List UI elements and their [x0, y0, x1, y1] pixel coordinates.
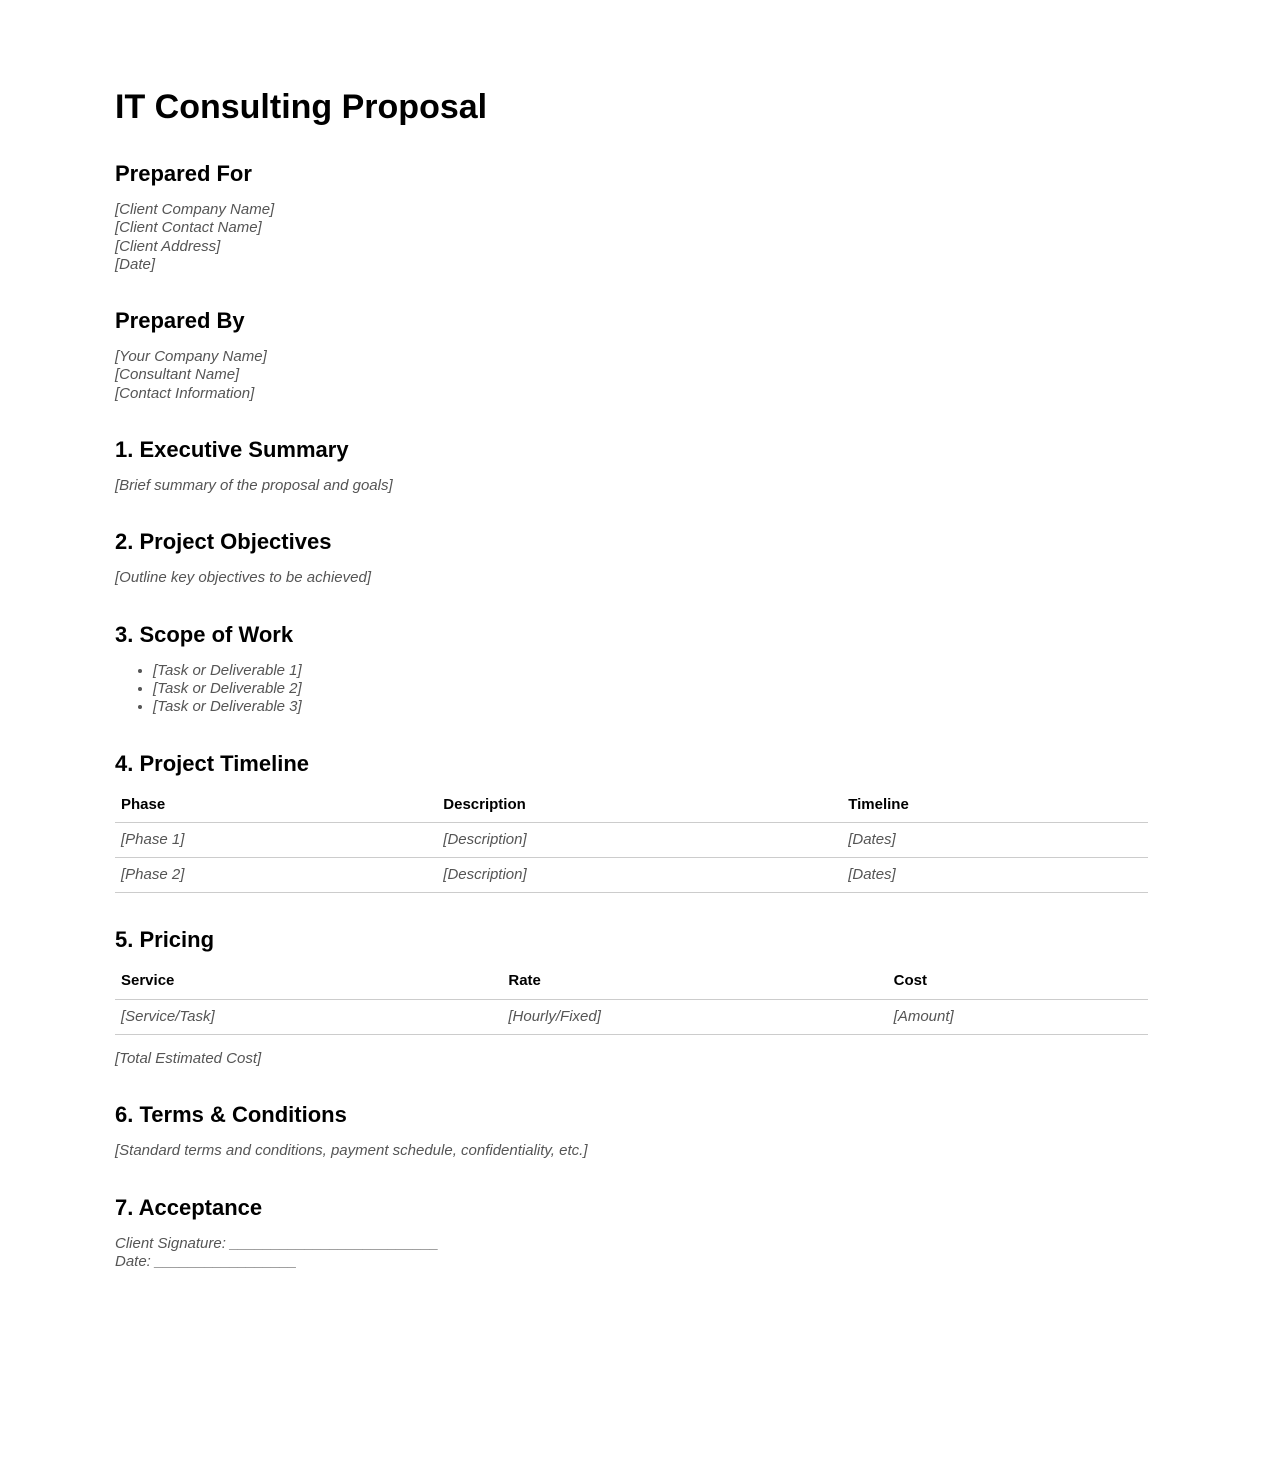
pricing-table — [115, 964, 1148, 1035]
executive-summary-placeholder: [Brief summary of the proposal and goals] — [115, 477, 393, 495]
timeline-header-row — [115, 788, 1148, 823]
document-page — [115, 0, 1148, 1391]
pricing-cell: [Hourly/Fixed] — [502, 999, 887, 1034]
timeline-header-description: Description — [437, 788, 842, 823]
client-signature-line — [115, 1235, 1148, 1253]
timeline-cell: [Description] — [437, 858, 842, 893]
scope-item: • [Task or Deliverable 3] — [153, 698, 1148, 716]
project-timeline-heading: 4. Project Timeline — [115, 750, 310, 776]
timeline-header-phase: Phase — [115, 788, 437, 823]
client-company-placeholder: [Client Company Name] — [115, 201, 275, 218]
scope-item: • [Task or Deliverable 1] — [153, 662, 1148, 680]
pricing-header-rate: Rate — [502, 964, 887, 999]
your-company-placeholder: [Your Company Name] — [115, 348, 267, 366]
document-title: IT Consulting Proposal — [115, 88, 488, 126]
prepared-for-details — [115, 201, 1148, 274]
table-row — [115, 999, 1148, 1034]
acceptance-signature-block — [115, 1235, 1148, 1272]
pricing-heading: 5. Pricing — [115, 927, 215, 953]
prepared-for-heading: Prepared For — [115, 161, 252, 186]
acceptance-heading: 7. Acceptance — [115, 1194, 263, 1220]
client-signature-label: Client Signature: — [115, 1234, 226, 1252]
prepared-by-details — [115, 348, 1148, 403]
executive-summary-heading: 1. Executive Summary — [115, 437, 349, 463]
scope-item: • [Task or Deliverable 2] — [153, 680, 1148, 698]
consultant-name-placeholder: [Consultant Name] — [115, 366, 240, 384]
total-estimated-cost-placeholder: [Total Estimated Cost] — [115, 1050, 262, 1068]
client-address-placeholder: [Client Address] — [115, 237, 221, 255]
timeline-cell: [Phase 1] — [115, 822, 437, 857]
pricing-header-service: Service — [115, 964, 502, 999]
scope-of-work-heading: 3. Scope of Work — [115, 621, 294, 647]
timeline-cell: [Description] — [437, 822, 842, 857]
client-contact-placeholder: [Client Contact Name] — [115, 219, 262, 237]
terms-conditions-placeholder: [Standard terms and conditions, payment schedule, confidentiality, etc.] — [115, 1142, 588, 1160]
project-objectives-heading: 2. Project Objectives — [115, 529, 332, 555]
timeline-cell: [Dates] — [842, 822, 1148, 857]
pricing-header-row — [115, 964, 1148, 999]
pricing-cell: [Service/Task] — [115, 999, 502, 1034]
project-objectives-placeholder: [Outline key objectives to be achieved] — [115, 569, 371, 587]
scope-of-work-list — [115, 662, 1148, 717]
pricing-cell: [Amount] — [888, 999, 1148, 1034]
table-row — [115, 822, 1148, 857]
date-label: Date: — [115, 1252, 151, 1270]
contact-info-placeholder: [Contact Information] — [115, 384, 255, 402]
timeline-cell: [Dates] — [842, 858, 1148, 893]
date-blank: _________________ — [155, 1252, 297, 1270]
client-signature-blank: _________________________ — [230, 1234, 439, 1252]
date-placeholder: [Date] — [115, 255, 156, 273]
prepared-by-heading: Prepared By — [115, 308, 245, 334]
pricing-header-cost: Cost — [888, 964, 1148, 999]
project-timeline-table — [115, 788, 1148, 894]
date-line — [115, 1253, 1148, 1271]
timeline-cell: [Phase 2] — [115, 858, 437, 893]
table-row — [115, 858, 1148, 893]
timeline-header-timeline: Timeline — [842, 788, 1148, 823]
terms-conditions-heading: 6. Terms & Conditions — [115, 1102, 347, 1128]
